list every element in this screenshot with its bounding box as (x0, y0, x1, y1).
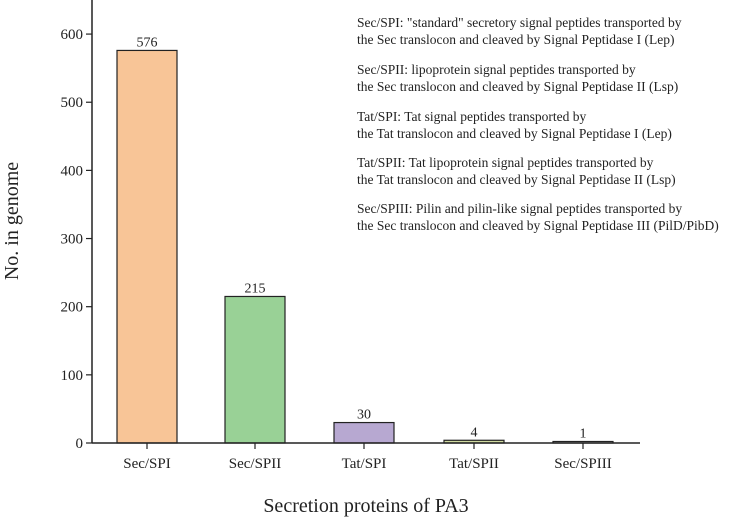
y-ticks-layer (61, 27, 93, 452)
y-tick-label-2: 200 (60, 299, 83, 316)
x-tick-label-0: Sec/SPI (123, 456, 171, 472)
x-tick-label-3: Tat/SPII (449, 456, 499, 472)
y-tick-label-3: 300 (60, 231, 83, 248)
bar-1 (225, 296, 285, 443)
y-axis-title: No. in genome (1, 161, 23, 281)
annotation-2-line-1: the Tat translocon and cleaved by Signal Peptidase I (Lep) (357, 126, 672, 141)
annotations-layer (357, 15, 719, 233)
data-label-0: 576 (136, 35, 158, 51)
annotation-0-line-0: Sec/SPI: "standard" secretory signal peptides transported by (357, 15, 682, 30)
x-ticks-layer (123, 443, 612, 472)
y-tick-label-0: 0 (75, 436, 83, 452)
x-tick-label-4: Sec/SPIII (554, 456, 612, 472)
x-axis-title: Secretion proteins of PA3 (263, 495, 469, 517)
annotation-4-line-0: Sec/SPIII: Pilin and pilin-like signal peptides transported by (357, 201, 683, 216)
annotation-4-line-1: the Sec translocon and cleaved by Signal Peptidase III (PilD/PibD) (357, 218, 719, 233)
bar-2 (334, 423, 394, 443)
y-tick-label-5: 500 (60, 95, 83, 112)
x-tick-label-2: Tat/SPI (341, 456, 387, 472)
data-label-4: 1 (579, 426, 587, 442)
annotation-3-line-0: Tat/SPII: Tat lipoprotein signal peptides transported by (357, 155, 654, 170)
annotation-2-line-0: Tat/SPI: Tat signal peptides transported by (357, 109, 587, 124)
annotation-3-line-1: the Tat translocon and cleaved by Signal Peptidase II (Lsp) (357, 172, 676, 187)
data-label-1: 215 (244, 281, 266, 297)
y-tick-label-4: 400 (60, 163, 83, 180)
annotation-1-line-1: the Sec translocon and cleaved by Signal Peptidase II (Lsp) (357, 79, 679, 94)
annotation-1-line-0: Sec/SPII: lipoprotein signal peptides transported by (357, 62, 636, 77)
data-label-3: 4 (470, 425, 478, 441)
data-label-2: 30 (357, 407, 371, 423)
x-tick-label-1: Sec/SPII (228, 456, 282, 472)
y-tick-label-1: 100 (60, 367, 83, 384)
y-tick-label-6: 600 (60, 27, 83, 44)
annotation-0-line-1: the Sec translocon and cleaved by Signal Peptidase I (Lep) (357, 32, 675, 47)
data-labels-layer (137, 35, 587, 441)
bar-0 (117, 50, 177, 443)
